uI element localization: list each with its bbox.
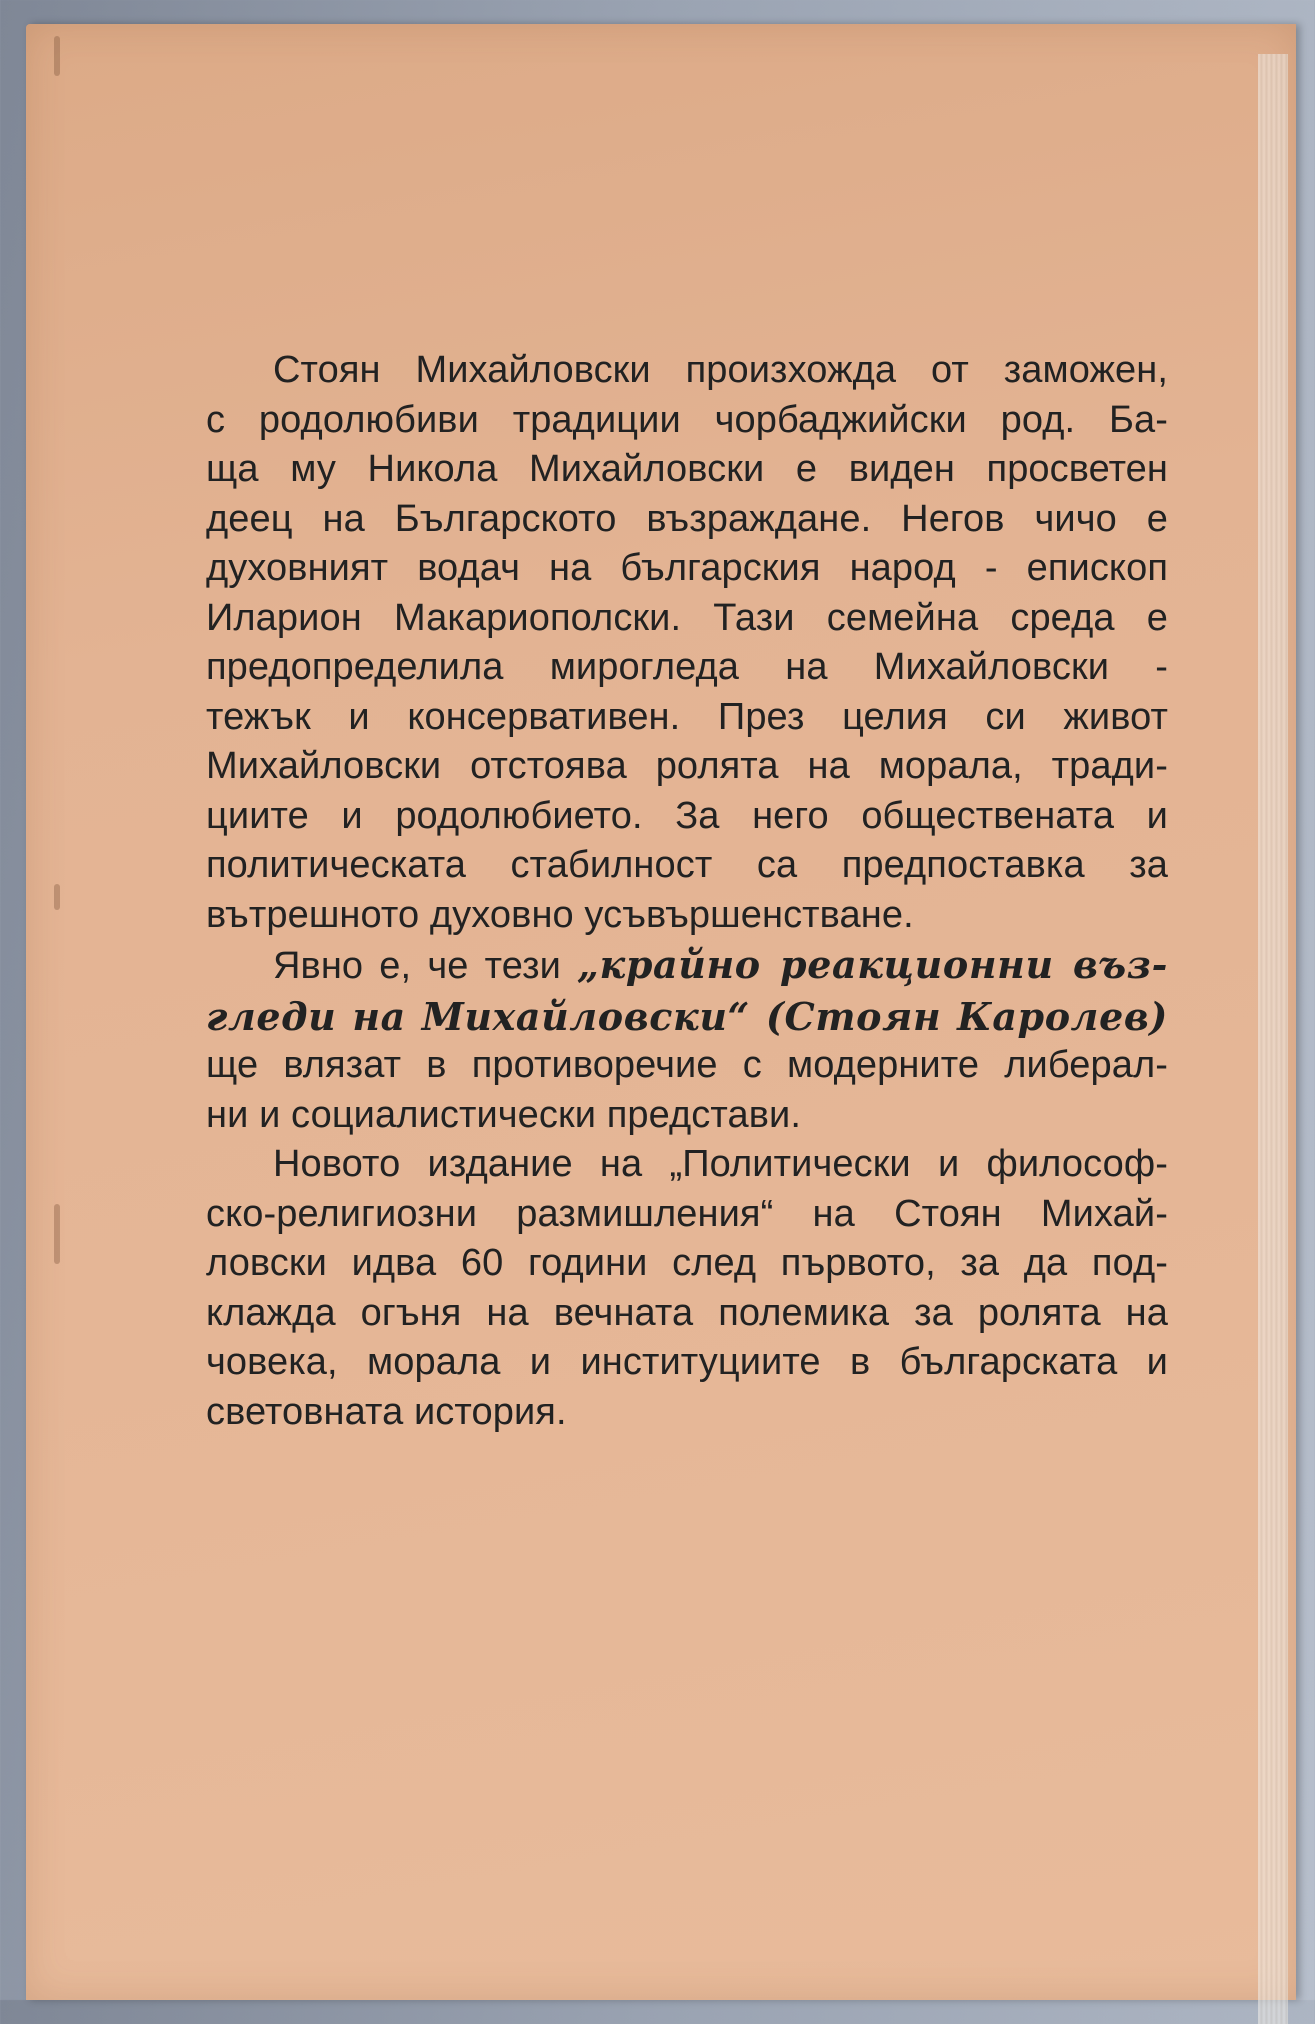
quote-text: гледи на Михайловски“ (Стоян Каролев): [206, 993, 1168, 1039]
text-line: [206, 940, 1168, 992]
text-line: Стоян Михайловски произхожда от заможен,: [273, 349, 1168, 391]
cover-scuff: [54, 1204, 60, 1264]
text-line: предопределила мирогледа на Михайловски -: [206, 646, 1168, 688]
text-line: клажда огъня на вечната полемика за ролята на: [206, 1291, 1168, 1334]
paragraph-2: [206, 940, 1168, 992]
text-line: ща му Никола Михайловски е виден просветен: [206, 448, 1168, 490]
cover-scuff: [54, 36, 60, 76]
text-line: ско-религиозни размишления“ на Стоян Михай-: [206, 1192, 1168, 1235]
cover-scuff: [54, 884, 60, 910]
text-line: политическата стабилност са предпоставка за: [206, 844, 1168, 886]
text-line: ще влязат в противоречие с модерните либерал-: [206, 1044, 1168, 1086]
text-line: човека, морала и институциите в българската и: [206, 1341, 1168, 1383]
quote-text: „крайно реакционни въз-: [577, 942, 1168, 987]
text-line: Новото издание на „Политически и философ-: [273, 1143, 1168, 1185]
text-line: световната история.: [206, 1390, 567, 1433]
text-line: духовният водач на българския народ - епископ: [206, 547, 1168, 589]
text-line: с родолюбиви традиции чорбаджийски род. Ба-: [206, 398, 1168, 441]
paragraph-1: [206, 346, 1168, 396]
text-line: деец на Българското възраждане. Негов чичо е: [206, 497, 1168, 540]
blurb-text: [206, 346, 1168, 1437]
text-line: Иларион Макариополски. Тази семейна среда е: [206, 596, 1168, 639]
page-edge: [1258, 54, 1288, 2024]
text-line: тежък и консервативен. През целия си живот: [206, 695, 1168, 738]
paragraph-3: [206, 1140, 1168, 1190]
text-line: вътрешното духовно усъвършенстване.: [206, 893, 914, 936]
text-line: циите и родолюбието. За него обществената и: [206, 794, 1168, 837]
text-line: ни и социалистически представи.: [206, 1093, 801, 1136]
text-run: Явно е, че тези: [273, 945, 578, 987]
text-line: Михайловски отстоява ролята на морала, тради-: [206, 745, 1168, 787]
text-line: ловски идва 60 години след първото, за да под-: [206, 1242, 1168, 1284]
